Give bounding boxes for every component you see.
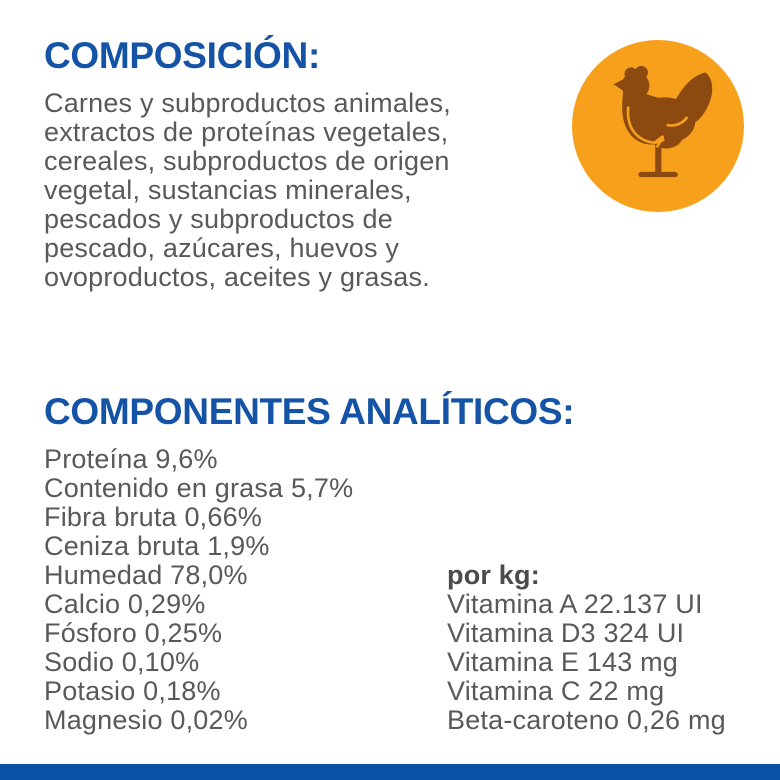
per-kg-block: [447, 561, 726, 735]
chicken-icon: [572, 40, 744, 212]
per-kg-item: Vitamina E 143 mg: [447, 647, 679, 677]
composition-line: Carnes y subproductos animales,: [44, 88, 451, 118]
component-item: Potasio 0,18%: [44, 676, 221, 706]
per-kg-item: Vitamina C 22 mg: [447, 676, 665, 706]
component-item: Calcio 0,29%: [44, 589, 206, 619]
composition-line: pescados y subproductos de: [44, 204, 393, 234]
analytical-heading: COMPONENTES ANALÍTICOS:: [44, 391, 575, 432]
composition-line: pescado, azúcares, huevos y: [44, 233, 400, 263]
per-kg-item: Vitamina D3 324 UI: [447, 618, 685, 648]
composition-line: vegetal, sustancias minerales,: [44, 175, 412, 205]
per-kg-item: Vitamina A 22.137 UI: [447, 589, 703, 619]
component-list: [44, 445, 353, 735]
component-item: Humedad 78,0%: [44, 560, 248, 590]
component-item: Fibra bruta 0,66%: [44, 502, 263, 532]
component-item: Ceniza bruta 1,9%: [44, 531, 270, 561]
footer-bar: [0, 764, 780, 780]
component-item: Sodio 0,10%: [44, 647, 200, 677]
component-item: Contenido en grasa 5,7%: [44, 473, 354, 503]
chicken-badge: [572, 40, 744, 212]
component-item: Proteína 9,6%: [44, 444, 218, 474]
composition-line: extractos de proteínas vegetales,: [44, 117, 449, 147]
composition-text: [44, 89, 451, 292]
per-kg-item: Beta-caroteno 0,26 mg: [447, 705, 726, 735]
composition-line: ovoproductos, aceites y grasas.: [44, 262, 430, 292]
per-kg-label: por kg:: [447, 560, 540, 590]
component-item: Fósforo 0,25%: [44, 618, 223, 648]
component-item: Magnesio 0,02%: [44, 705, 248, 735]
composition-heading: COMPOSICIÓN:: [44, 35, 320, 76]
composition-line: cereales, subproductos de origen: [44, 146, 450, 176]
